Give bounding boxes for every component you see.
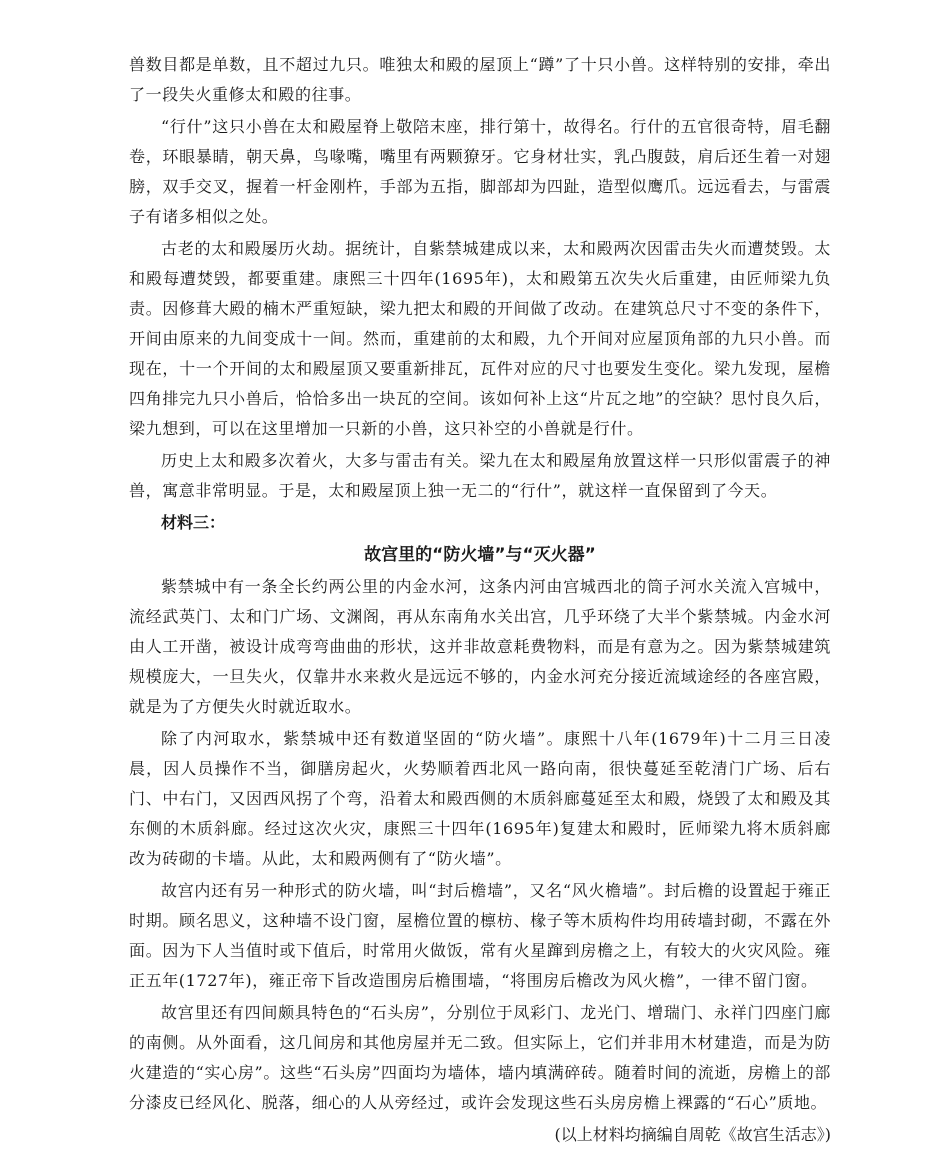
paragraph-stone-houses: 故宫里还有四间颇具特色的“石头房”，分别位于凤彩门、龙光门、增瑞门、永祥门四座门廊的南侧。从外面看，这几间房和其他房屋并无二致。但实际上，它们并非用木材建造，而是为防火建造的“实心房”。这些“石头房”四面均为墙体，墙内填满碎砖。随着时间的流逝，房檐上的部分漆皮已经风化、脱落，细心的人从旁经过，或许会发现这些石头房房檐上裸露的“石心”质地。: [129, 1003, 831, 1112]
paragraph-firewall: 除了内河取水，紫禁城中还有数道坚固的“防火墙”。康熙十八年(1679年)十二月三日凌晨，因人员操作不当，御膳房起火，火势顺着西北风一路向南，很快蔓延至乾清门广场、后右门、中右门，又因西风拐了个弯，沿着太和殿西侧的木质斜廊蔓延至太和殿，烧毁了太和殿及其东侧的木质斜廊。经过这次火灾，康熙三十四年(1695年)复建太和殿时，匠师梁九将木质斜廊改为砖砌的卡墙。从此，太和殿两侧有了“防火墙”。: [129, 729, 831, 868]
paragraph-zoo-beasts-intro: 兽数目都是单数，且不超过九只。唯独太和殿的屋顶上“蹲”了十只小兽。这样特别的安排，牵出了一段失火重修太和殿的往事。: [129, 55, 831, 104]
document-page: [129, 50, 831, 1150]
paragraph-fenghou-wall: 故宫内还有另一种形式的防火墙，叫“封后檐墙”，又名“风火檐墙”。封后檐的设置起于雍正时期。顾名思义，这种墙不设门窗，屋檐位置的檩枋、椽子等木质构件均用砖墙封砌，不露在外面。因为下人当值时或下值后，时常用火做饭，常有火星蹿到房檐之上，有较大的火灾风险。雍正五年(1727年)，雍正帝下旨改造围房后檐围墙，“将围房后檐改为风火檐”，一律不留门窗。: [129, 881, 831, 990]
section-title: 故宫里的“防火墙”与“灭火器”: [364, 545, 596, 565]
paragraph-xingshi-meaning: 历史上太和殿多次着火，大多与雷击有关。梁九在太和殿屋角放置这样一只形似雷震子的神兽，寓意非常明显。于是，太和殿屋顶上独一无二的“行什”，就这样一直保留到了今天。: [129, 451, 831, 500]
paragraph-jinshui-river: 紫禁城中有一条全长约两公里的内金水河，这条内河由宫城西北的筒子河水关流入宫城中，流经武英门、太和门广场、文渊阁，再从东南角水关出宫，几乎环绕了大半个紫禁城。内金水河由人工开凿，被设计成弯弯曲曲的形状，这并非故意耗费物料，而是有意为之。因为紫禁城建筑规模庞大，一旦失火，仅靠井水来救火是远远不够的，内金水河充分接近流域途经的各座宫殿，就是为了方便失火时就近取水。: [129, 577, 831, 716]
material-label: 材料三：: [161, 513, 226, 532]
paragraph-taihe-fire-history: 古老的太和殿屡历火劫。据统计，自紫禁城建成以来，太和殿两次因雷击失火而遭焚毁。太和殿每遭焚毁，都要重建。康熙三十四年(1695年)，太和殿第五次失火后重建，由匠师梁九负责。因修葺大殿的楠木严重短缺，梁九把太和殿的开间做了改动。在建筑总尺寸不变的条件下，开间由原来的九间变成十一间。然而，重建前的太和殿，九个开间对应屋顶角部的九只小兽。而现在，十一个开间的太和殿屋顶又要重新排瓦，瓦件对应的尺寸也要发生变化。梁九发现，屋檐四角排完九只小兽后，恰恰多出一块瓦的空间。该如何补上这“片瓦之地”的空缺？思忖良久后，梁九想到，可以在这里增加一只新的小兽，这只补空的小兽就是行什。: [129, 239, 831, 438]
source-note: (以上材料均摘编自周乾《故宫生活志》): [554, 1125, 831, 1144]
paragraph-xingshi-description: “行什”这只小兽在太和殿屋脊上敬陪末座，排行第十，故得名。行什的五官很奇特，眉毛翻卷，环眼暴睛，朝天鼻，鸟喙嘴，嘴里有两颗獠牙。它身材壮实，乳凸腹鼓，肩后还生着一对翅膀，双手交叉，握着一杆金刚杵，手部为五指，脚部却为四趾，造型似鹰爪。远远看去，与雷震子有诸多相似之处。: [129, 117, 831, 226]
